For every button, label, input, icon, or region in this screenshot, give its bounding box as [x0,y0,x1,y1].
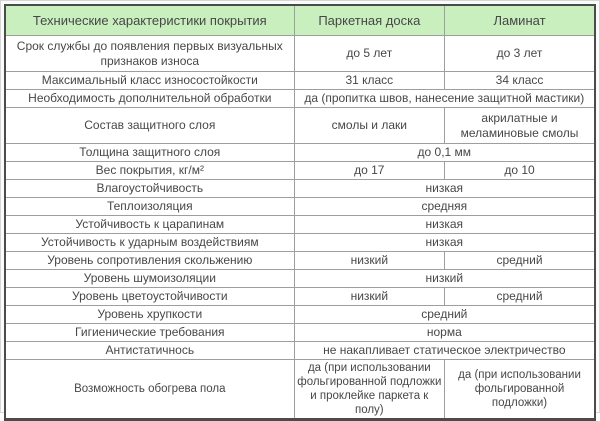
merged-value-cell: до 0,1 мм [294,144,595,162]
merged-value-cell: средняя [294,198,595,216]
parquet-value-cell: да (при использовании фольгированной подложки и проклейке паркета к полу) [294,360,444,420]
table-row [5,252,595,270]
table-row [5,360,595,420]
row-label-cell: Устойчивость к царапинам [5,216,294,234]
table-row [5,72,595,90]
table-row [5,162,595,180]
table-row [5,342,595,360]
row-label-cell: Толщина защитного слоя [5,144,294,162]
table-row [5,216,595,234]
row-label-cell: Вес покрытия, кг/м² [5,162,294,180]
row-label-cell: Максимальный класс износостойкости [5,72,294,90]
table-header-row [5,5,595,36]
merged-value-cell: низкая [294,180,595,198]
row-label-cell: Влагоустойчивость [5,180,294,198]
merged-value-cell: низкий [294,270,595,288]
comparison-table [4,4,596,421]
header-cell-parquet: Паркетная доска [294,5,444,36]
laminate-value-cell: до 3 лет [445,36,595,72]
laminate-value-cell: 34 класс [445,72,595,90]
row-label-cell: Состав защитного слоя [5,108,294,144]
table-row [5,198,595,216]
table-row [5,324,595,342]
table-row [5,144,595,162]
parquet-value-cell: низкий [294,252,444,270]
row-label-cell: Уровень цветоустойчивости [5,288,294,306]
row-label-cell: Необходимость дополнительной обработки [5,90,294,108]
laminate-value-cell: средний [445,252,595,270]
merged-value-cell: низкая [294,234,595,252]
parquet-value-cell: 31 класс [294,72,444,90]
laminate-value-cell: акрилатные и меламиновые смолы [445,108,595,144]
row-label-cell: Уровень сопротивления скольжению [5,252,294,270]
parquet-value-cell: смолы и лаки [294,108,444,144]
row-label-cell: Антистатичнось [5,342,294,360]
parquet-value-cell: до 17 [294,162,444,180]
laminate-value-cell: до 10 [445,162,595,180]
merged-value-cell: низкая [294,216,595,234]
table-row [5,288,595,306]
table-row [5,108,595,144]
parquet-value-cell: низкий [294,288,444,306]
table-row [5,36,595,72]
row-label-cell: Возможность обогрева пола [5,360,294,420]
table-row [5,234,595,252]
merged-value-cell: да (пропитка швов, нанесение защитной мастики) [294,90,595,108]
table-row [5,270,595,288]
table-row [5,180,595,198]
row-label-cell: Уровень хрупкости [5,306,294,324]
merged-value-cell: не накапливает статическое электричество [294,342,595,360]
row-label-cell: Уровень шумоизоляции [5,270,294,288]
header-cell-laminate: Ламинат [445,5,595,36]
table-row [5,306,595,324]
laminate-value-cell: да (при использовании фольгированной подложки) [445,360,595,420]
merged-value-cell: норма [294,324,595,342]
header-cell-characteristics: Технические характеристики покрытия [5,5,294,36]
merged-value-cell: средний [294,306,595,324]
table-row [5,90,595,108]
row-label-cell: Гигиенические требования [5,324,294,342]
row-label-cell: Срок службы до появления первых визуальных признаков износа [5,36,294,72]
laminate-value-cell: средний [445,288,595,306]
row-label-cell: Теплоизоляция [5,198,294,216]
parquet-value-cell: до 5 лет [294,36,444,72]
row-label-cell: Устойчивость к ударным воздействиям [5,234,294,252]
